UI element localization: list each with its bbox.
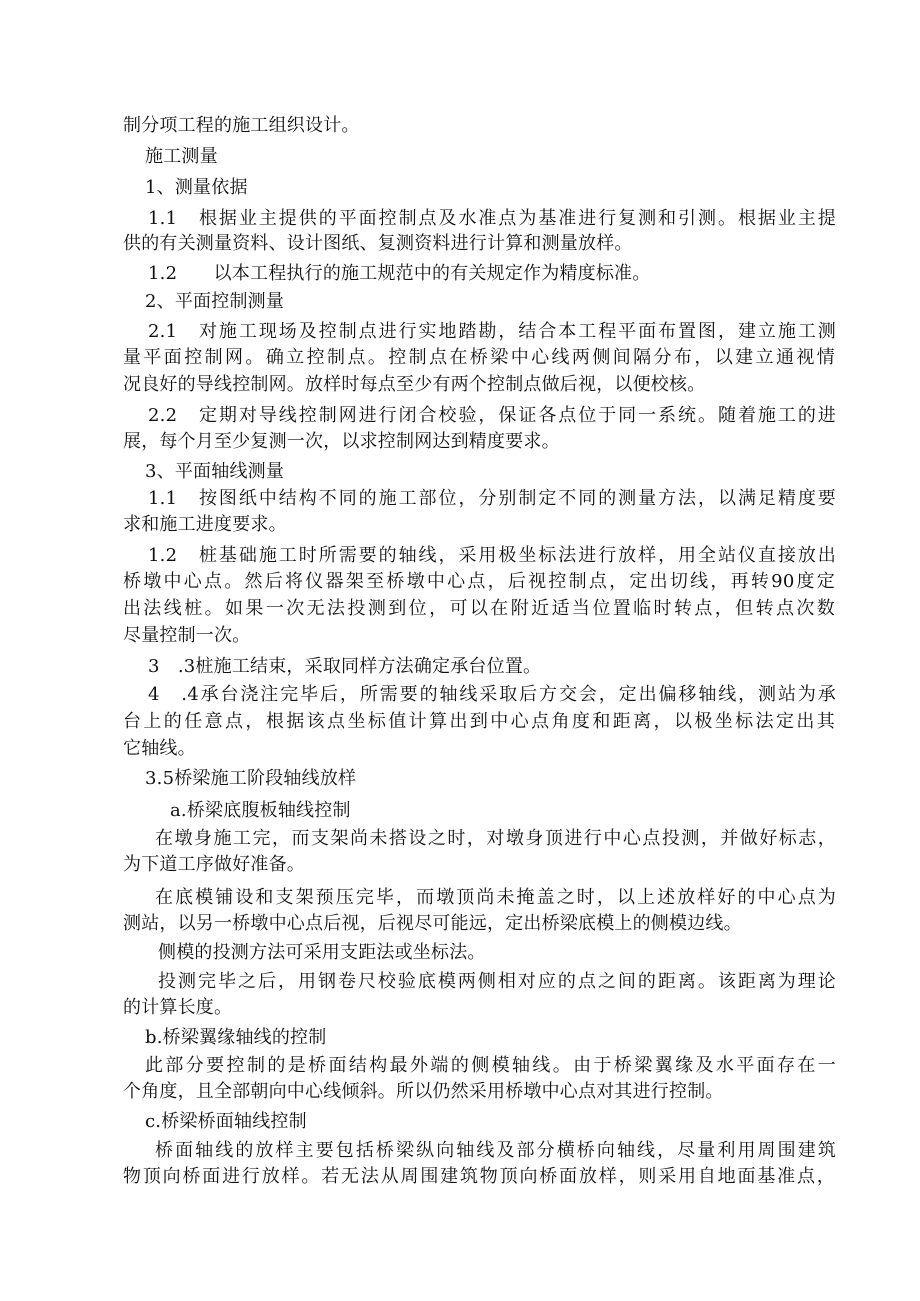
paragraph-line: 2.2 定期对导线控制网进行闭合校验，保证各点位于同一系统。随着施工的进	[148, 405, 836, 426]
paragraph-line: 出法线桩。如果一次无法投测到位，可以在附近适当位置临时转点，但转点次数	[123, 598, 835, 619]
paragraph-line: 4 .4承台浇注完毕后，所需要的轴线采取后方交会，定出偏移轴线，测站为承	[148, 684, 836, 705]
paragraph-line: 为下道工序做好准备。	[123, 854, 305, 875]
paragraph-line: 桥面轴线的放样主要包括桥梁纵向轴线及部分横桥向轴线，尽量利用周围建筑	[155, 1140, 836, 1161]
paragraph-line: 它轴线。	[123, 738, 196, 759]
subsection-heading: a.桥梁底腹板轴线控制	[170, 800, 351, 821]
paragraph-line: 此部分要控制的是桥面结构最外端的侧模轴线。由于桥梁翼缘及水平面存在一	[145, 1055, 836, 1076]
subsection-heading: c.桥梁桥面轴线控制	[145, 1111, 307, 1132]
subsection-heading: 3、平面轴线测量	[145, 461, 285, 482]
paragraph-line: 投测完毕之后，用钢卷尺校验底模两侧相对应的点之间的距离。该距离为理论	[158, 971, 836, 992]
paragraph-line: 个角度，且全部朝向中心线倾斜。所以仍然采用桥墩中心点对其进行控制。	[123, 1081, 724, 1102]
subsection-heading: 2、平面控制测量	[145, 291, 285, 312]
text-line: 制分项工程的施工组织设计。	[123, 115, 360, 136]
paragraph-line: 2.1 对施工现场及控制点进行实地踏勘，结合本工程平面布置图，建立施工测	[148, 321, 836, 342]
paragraph-line: 1.2 以本工程执行的施工规范中的有关规定作为精度标准。	[148, 263, 651, 284]
paragraph-line: 1.1 根据业主提供的平面控制点及水准点为基准进行复测和引测。根据业主提	[148, 208, 836, 229]
paragraph-line: 量平面控制网。确立控制点。控制点在桥梁中心线两侧间隔分布，以建立通视情	[123, 347, 835, 368]
paragraph-line: 展，每个月至少复测一次，以求控制网达到精度要求。	[123, 431, 560, 452]
paragraph-line: 在底模铺设和支架预压完毕，而墩顶尚未掩盖之时，以上述放样好的中心点为	[155, 887, 836, 908]
paragraph-line: 1.2 桩基础施工时所需要的轴线，采用极坐标法进行放样，用全站仪直接放出	[148, 545, 836, 566]
paragraph-line: 物顶向桥面进行放样。若无法从周围建筑物顶向桥面放样，则采用自地面基准点，	[123, 1166, 835, 1187]
paragraph-line: 求和施工进度要求。	[123, 514, 287, 535]
paragraph-line: 1.1 按图纸中结构不同的施工部位，分别制定不同的测量方法，以满足精度要	[148, 488, 836, 509]
paragraph-line: 在墩身施工完，而支架尚未搭设之时，对墩身顶进行中心点投测，并做好标志，	[155, 828, 836, 849]
paragraph-line: 3 .3桩施工结束，采取同样方法确定承台位置。	[148, 656, 542, 677]
paragraph-line: 尽量控制一次。	[123, 625, 251, 646]
paragraph-line: 桥墩中心点。然后将仪器架至桥墩中心点，后视控制点，定出切线，再转90度定	[123, 571, 835, 592]
paragraph-line: 侧模的投测方法可采用支距法或坐标法。	[158, 942, 486, 963]
subsection-heading: 1、测量依据	[145, 177, 248, 198]
paragraph-line: 台上的任意点，根据该点坐标值计算出到中心点角度和距离，以极坐标法定出其	[123, 711, 835, 732]
paragraph-line: 况良好的导线控制网。放样时每点至少有两个控制点做后视，以便校核。	[123, 374, 706, 395]
paragraph-line: 供的有关测量资料、设计图纸、复测资料进行计算和测量放样。	[123, 233, 633, 254]
subsection-heading: 3.5桥梁施工阶段轴线放样	[145, 768, 357, 789]
section-heading: 施工测量	[145, 146, 218, 167]
paragraph-line: 的计算长度。	[123, 997, 233, 1018]
paragraph-line: 测站，以另一桥墩中心点后视，后视尽可能远，定出桥梁底模上的侧模边线。	[123, 913, 742, 934]
subsection-heading: b.桥梁翼缘轴线的控制	[145, 1027, 327, 1048]
